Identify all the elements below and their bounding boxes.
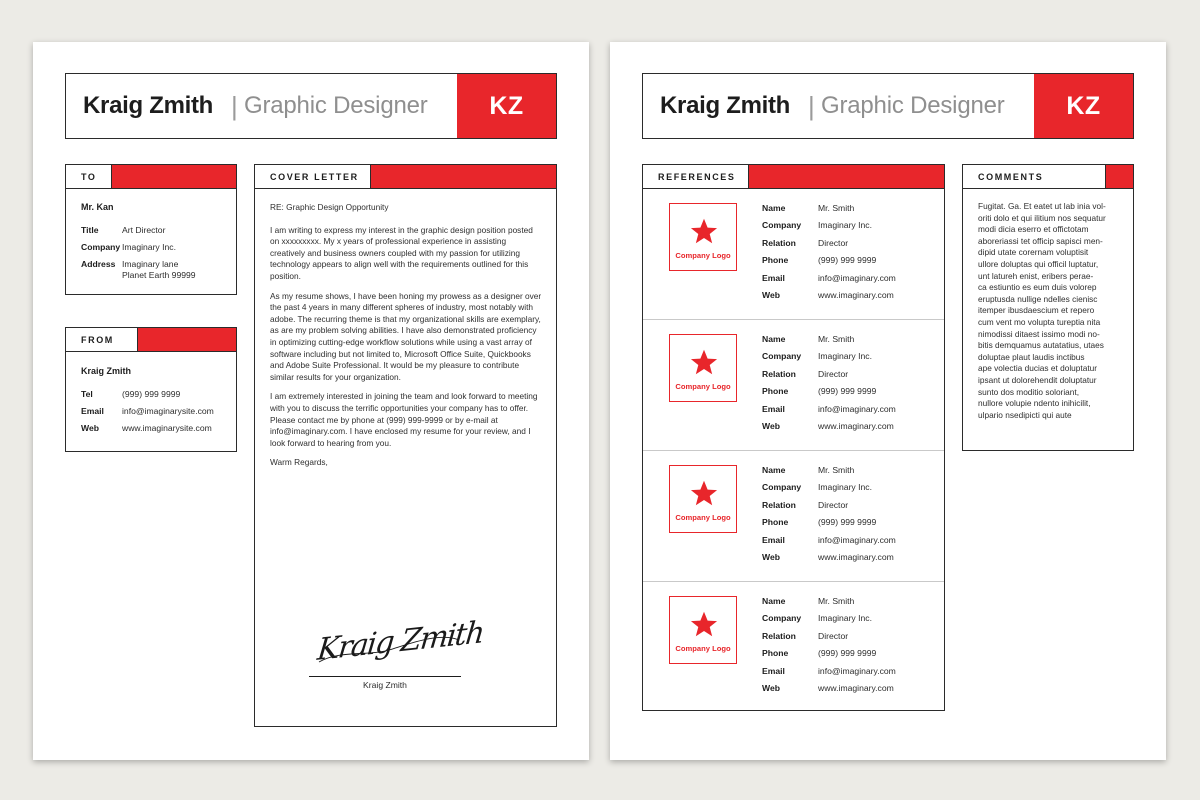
info-row: Web www.imaginarysite.com [81, 423, 212, 433]
comments-body [963, 189, 1133, 421]
star-icon [690, 479, 718, 507]
reference-relation: Director [818, 630, 849, 641]
reference-web: www.imaginary.com [818, 682, 894, 693]
to-box-header [66, 165, 236, 189]
reference-name: Mr. Smith [818, 203, 855, 213]
comments-title: COMMENTS [963, 165, 1106, 188]
references-box [642, 164, 945, 711]
reference-phone: (999) 999 9999 [818, 386, 877, 397]
from-box-accent [138, 328, 236, 351]
monogram-badge: KZ [1034, 74, 1133, 138]
references-list [643, 189, 944, 713]
to-box [65, 164, 237, 295]
reference-email: info@imaginary.com [818, 665, 896, 676]
page-header [65, 73, 557, 139]
reference-fields: Name Mr. Smith Company Imaginary Inc. Relation Director Phone (999) 999 9999 Email info@imaginary.com Web www.imaginary.com [762, 596, 896, 693]
reference-name: Mr. Smith [818, 334, 855, 344]
letter-subject: RE: Graphic Design Opportunity [270, 202, 389, 212]
comments-line: cum vent mo volupta tureptia nita [978, 316, 1101, 327]
reference-relation: Director [818, 499, 849, 510]
comments-line: modi dicia eserro et offictotam [978, 224, 1089, 235]
reference-phone: (999) 999 9999 [818, 255, 877, 266]
comments-box [962, 164, 1134, 451]
company-logo [669, 465, 737, 533]
reference-company: Imaginary Inc. [818, 482, 872, 493]
star-icon [690, 610, 718, 638]
comments-line: dipid utate corernam voluptisit [978, 247, 1089, 258]
reference-item [643, 320, 944, 451]
reference-relation: Director [818, 368, 849, 379]
letter-closing: Warm Regards, [270, 457, 328, 468]
comments-line: nullore volupie ndento inihicilit, [978, 398, 1091, 409]
star-icon [690, 217, 718, 245]
comments-line: oriti dolo et qui ilitium nos sequatur [978, 212, 1106, 223]
to-box-accent [112, 165, 236, 188]
reference-name: Mr. Smith [818, 596, 855, 606]
reference-email: info@imaginary.com [818, 403, 896, 414]
signature-name: Kraig Zmith [363, 680, 407, 690]
from-box-title: FROM [66, 328, 138, 351]
reference-item [643, 451, 944, 582]
comments-line: ape volectia ducias et doluptatur [978, 363, 1098, 374]
company-logo-label: Company Logo [675, 382, 731, 391]
reference-company: Imaginary Inc. [818, 351, 872, 362]
header-role: Graphic Designer [821, 92, 1005, 119]
monogram-badge: KZ [457, 74, 556, 138]
company-logo-label: Company Logo [675, 513, 731, 522]
signature-block [309, 614, 486, 700]
cover-letter-accent [371, 165, 556, 188]
comments-line: itemper ibusdaescium et repero [978, 305, 1095, 316]
cover-letter-page [33, 42, 589, 760]
letter-paragraph: As my resume shows, I have been honing my prowess as a designer over the past 4 years in many different spheres of industry, most notably with adobe. The recurring theme is that my organizational skills are exemplary, as are my problem solving abilities. I have also demonstrated proficiency in optimizing cutting-edge workflow solutions while using a vast array of software including but not limited to, Microsoft Office Suite, Quickbooks and Adobe Suite Professional. It would be my pleasure to contribute similar results for your organization. [270, 290, 542, 382]
comments-line: unt latureh enist, eribers perae- [978, 270, 1094, 281]
references-title: REFERENCES [643, 165, 749, 188]
cover-letter-box [254, 164, 557, 727]
company-logo [669, 203, 737, 271]
comments-line: aboreriassi tet officip sapisci men- [978, 235, 1103, 246]
letter-paragraph: I am writing to express my interest in the graphic design position posted on xxxxxxxxx. My x years of professional experience in assisting creatively and business owners coupled with my passion for utilizing technology appears to align well with the requirements outlined for this position. [270, 224, 533, 281]
comments-header [963, 165, 1133, 189]
signature-line [309, 676, 461, 677]
from-box [65, 327, 237, 452]
comments-line: ca estiuntio es eum duis volorep [978, 282, 1097, 293]
info-row: Tel (999) 999 9999 [81, 389, 181, 399]
reference-company: Imaginary Inc. [818, 613, 872, 624]
cover-letter-title: COVER LETTER [255, 165, 371, 188]
header-role: Graphic Designer [244, 92, 428, 119]
info-row: Email info@imaginarysite.com [81, 406, 214, 416]
company-logo-label: Company Logo [675, 251, 731, 260]
comments-line: sunto dos moditio soloriant, [978, 386, 1080, 397]
sender-name: Kraig Zmith [81, 366, 132, 376]
company-logo [669, 596, 737, 664]
company-logo [669, 334, 737, 402]
reference-email: info@imaginary.com [818, 272, 896, 283]
comments-line: doluptae plaut laudis inctibus [978, 351, 1085, 362]
info-row: Title Art Director [81, 225, 166, 235]
letter-body [255, 189, 556, 469]
reference-web: www.imaginary.com [818, 289, 894, 300]
reference-email: info@imaginary.com [818, 534, 896, 545]
signature-flourish-icon [309, 620, 464, 680]
comments-line: nimodissi ditaest issimo modi no- [978, 328, 1100, 339]
comments-accent [1106, 165, 1133, 188]
header-separator: | [231, 91, 238, 121]
recipient-name: Mr. Kan [81, 202, 114, 212]
reference-fields: Name Mr. Smith Company Imaginary Inc. Relation Director Phone (999) 999 9999 Email info@imaginary.com Web www.imaginary.com [762, 203, 896, 300]
letter-paragraph: I am extremely interested in joining the team and look forward to meeting with you to discuss the terrific opportunities your company has to offer. Please contact me by phone at (999) 999-9999 or by e-mail at info@imaginary.com. I have enclosed my resume for your review, and I look forward to hearing from you. [270, 391, 538, 448]
reference-company: Imaginary Inc. [818, 220, 872, 231]
reference-web: www.imaginary.com [818, 551, 894, 562]
references-header [643, 165, 944, 189]
comments-line: bitis demquamus autatatius, utaes [978, 340, 1104, 351]
to-box-title: TO [66, 165, 112, 188]
reference-item [643, 189, 944, 320]
comments-line: Fugitat. Ga. Et eatet ut lab inia vol- [978, 201, 1106, 211]
reference-fields: Name Mr. Smith Company Imaginary Inc. Relation Director Phone (999) 999 9999 Email info@imaginary.com Web www.imaginary.com [762, 334, 896, 431]
reference-item [643, 582, 944, 713]
info-row: Address Imaginary lane Planet Earth 99999 [81, 259, 196, 280]
info-row: Company Imaginary Inc. [81, 242, 176, 252]
reference-phone: (999) 999 9999 [818, 648, 877, 659]
company-logo-label: Company Logo [675, 644, 731, 653]
comments-line: ulpario nsedipicti qui aute [978, 409, 1072, 420]
reference-relation: Director [818, 237, 849, 248]
from-box-header [66, 328, 236, 352]
cover-letter-header [255, 165, 556, 189]
header-name: Kraig Zmith [660, 92, 791, 119]
reference-web: www.imaginary.com [818, 420, 894, 431]
reference-name: Mr. Smith [818, 465, 855, 475]
page-header [642, 73, 1134, 139]
comments-line: ullore doluptas qui officil luptatur, [978, 258, 1099, 269]
star-icon [690, 348, 718, 376]
header-separator: | [808, 91, 815, 121]
header-name: Kraig Zmith [83, 92, 214, 119]
reference-phone: (999) 999 9999 [818, 517, 877, 528]
signature-image: Kraig Zmith [315, 614, 486, 669]
references-accent [749, 165, 944, 188]
comments-line: ipsant ut dolorehendit doluptatur [978, 374, 1097, 385]
comments-line: eruptusda nullige ndelles cienisc [978, 293, 1098, 304]
reference-fields: Name Mr. Smith Company Imaginary Inc. Relation Director Phone (999) 999 9999 Email info@imaginary.com Web www.imaginary.com [762, 465, 896, 562]
references-page [610, 42, 1166, 760]
